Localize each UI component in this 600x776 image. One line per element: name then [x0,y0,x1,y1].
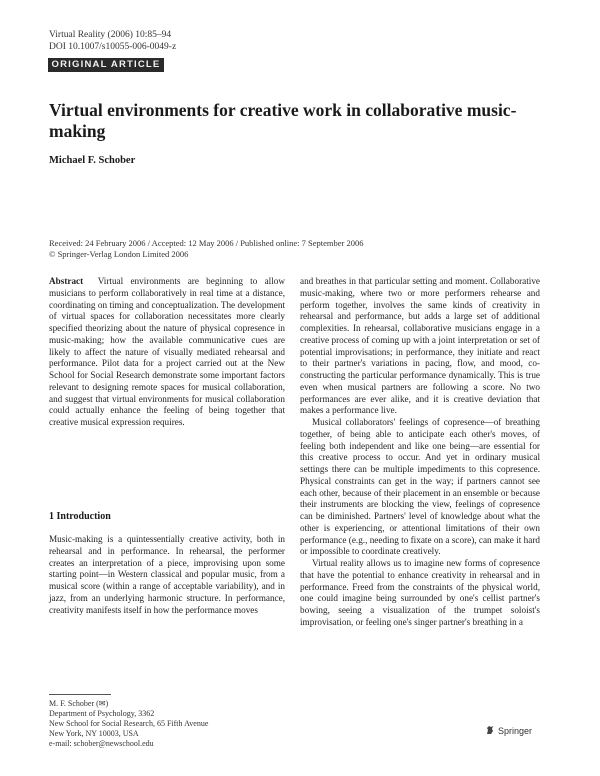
publication-dates [49,238,569,260]
author-footnote [49,699,208,749]
abstract [49,276,285,429]
footnote-institution: New School for Social Research, 65 Fifth Avenue [49,719,209,728]
intro-paragraph-1-cont: and breathes in that particular setting and moment. Collaborative music-making, where two or more performers rehearse and perform together, involves the same kinds of creativity in rehearsal and performance, but adds a large set of additional complexities. In rehearsal, collaborative musicians engage in a creative process of coming up with a joint interpretation or set of potential improvisations; in performance, they initiate and react to their partner's variations in pacing, flow, and mood, co-constructing the particular performance dynamically. This is true even when musical partners are following a score. No two performances are ever alike, and it is creative deviation that makes a performance live. [300,276,540,416]
footnote-email: e-mail: schober@newschool.edu [49,739,154,748]
abstract-label: Abstract [49,276,84,286]
author-name: Michael F. Schober [49,155,136,166]
article-title: Virtual environments for creative work in collaborative music-making [49,100,517,141]
doi: DOI 10.1007/s10055-006-0049-z [49,41,177,52]
publisher-name: Springer [498,726,533,736]
springer-horse-icon [485,725,495,735]
publisher-logo [485,725,532,736]
article-type-banner: ORIGINAL ARTICLE [48,58,164,72]
footnote-dept: Department of Psychology, 3362 [49,709,155,718]
journal-citation: Virtual Reality (2006) 10:85–94 [49,30,172,40]
intro-left-column [49,534,285,616]
intro-paragraph-3: Virtual reality allows us to imagine new forms of copresence that have the potential to enhance creativity in rehearsal and in performance. Freed from the constraints of the physical world, one could imagine being surrounded by one's cellist partner's bowing, seeing a visualization of the trumpet soloist's improvisation, or feeling one's singer partner's breathing in a [300,558,540,627]
abstract-text: Virtual environments are beginning to allow musicians to perform collaboratively in real time at a distance, coordinating on timing and conceptualization. The development of virtual spaces for collaboration necessitates more clearly specified theorizing about the nature of physical copresence in music-making; how the available communicative cues are likely to affect the nature of visually mediated rehearsal and performance. Pilot data for a project carried out at the New School for Social Research demonstrate some important factors relevant to designing remote spaces for musical collaboration, and suggest that virtual environments for musical collaboration could actually enhance the feeling of being together that creative musical expression requires. [49,276,285,427]
intro-paragraph-1: Music-making is a quintessentially creative activity, both in rehearsal and in performance. In rehearsal, the performer creates an interpretation of a piece, improvising upon some starting point—in Western classical and popular music, from a musical score (within a range of acceptable variability), and in jazz, from an underlying harmonic structure. In performance, creativity manifests itself in how the performance moves [49,534,285,615]
footnote-city: New York, NY 10003, USA [49,729,139,738]
copyright: © Springer-Verlag London Limited 2006 [49,249,189,259]
journal-header [49,30,176,53]
intro-paragraph-2: Musical collaborators' feelings of copresence—of breathing together, of being able to anticipate each other's moves, of feeling both independent and like one being—are essential for this creative process to occur. And yet in ordinary musical settings there can be multiple impediments to this copresence. Physical constraints can get in the way; if partners cannot see each other, because of their placement in an ensemble or because their instruments are blocking the view, feelings of copresence can be diminished. Partners' level of knowledge about what the other is experiencing, or attentional limitations of their own performance (e.g., needing to fixate on a score), can make it hard or impossible to coordinate creatively. [300,417,540,557]
footnote-author: M. F. Schober (✉) [49,699,109,708]
right-column [300,276,540,629]
received-dates: Received: 24 February 2006 / Accepted: 12 May 2006 / Published online: 7 September 2006 [49,238,364,248]
footnote-rule [49,694,111,695]
section-heading: 1 Introduction [49,511,111,522]
